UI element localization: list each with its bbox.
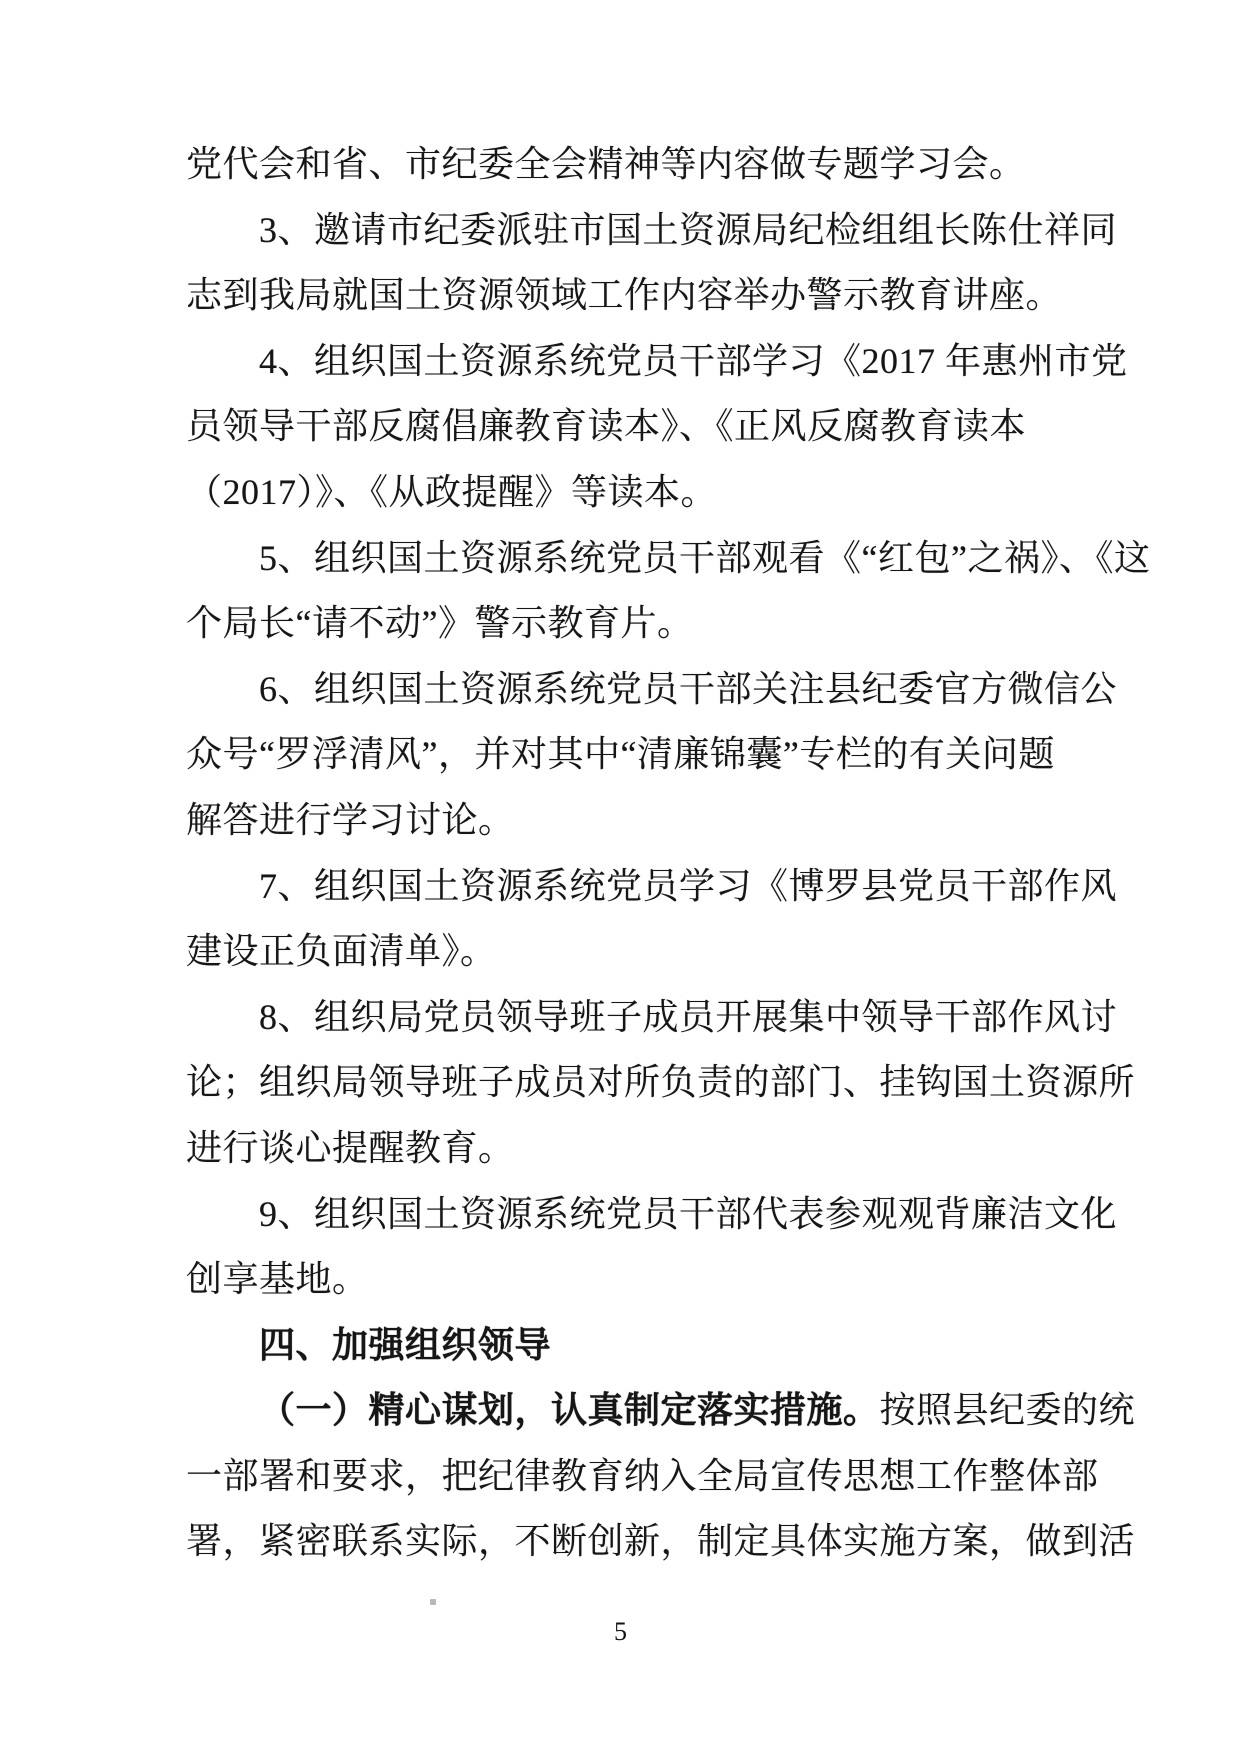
text-run: 党代会和省、市纪委全会精神等内容做专题学习会。 (186, 144, 1026, 184)
text-run: 6、组织国土资源系统党员干部关注县纪委官方微信公 (259, 668, 1118, 709)
text-line (186, 1050, 1136, 1116)
text-run: 众号“罗浮清风”，并对其中“清廉锦囊”专栏的有关问题 (186, 734, 1055, 775)
text-line (186, 1247, 1086, 1313)
text-line (186, 1313, 1086, 1379)
text-run: 9、组织国土资源系统党员干部代表参观观背廉洁文化 (259, 1193, 1118, 1234)
text-block (186, 132, 1151, 1575)
text-line (186, 198, 1118, 264)
text-line (186, 657, 1118, 723)
text-line (186, 329, 1128, 395)
text-line (186, 1509, 1136, 1575)
text-run: 3、邀请市纪委派驻市国土资源局纪检组组长陈仕祥同 (259, 209, 1118, 250)
text-run: 员领导干部反腐倡廉教育读本》、《正风反腐教育读本 (186, 406, 1027, 447)
text-line (186, 263, 1086, 329)
page-number: 5 (614, 1617, 627, 1646)
text-run: 建设正负面清单》。 (186, 931, 497, 972)
scan-speck (430, 1599, 436, 1605)
text-run: 志到我局就国土资源领域工作内容举办警示教育讲座。 (186, 275, 1063, 316)
text-run: 按照县纪委的统 (879, 1390, 1136, 1431)
text-line (186, 854, 1118, 920)
text-line (186, 788, 1086, 854)
text-line (186, 1444, 1099, 1510)
text-run: 7、组织国土资源系统党员学习《博罗县党员干部作风 (259, 865, 1118, 906)
text-line (186, 460, 1086, 526)
bold-text-run: 四、加强组织领导 (259, 1324, 552, 1365)
text-line (186, 1378, 1136, 1444)
text-line (186, 132, 1086, 198)
text-run: 5、组织国土资源系统党员干部观看《“红包”之祸》、《这 (259, 537, 1151, 578)
bold-text-run: （一）精心谋划，认真制定落实措施。 (259, 1390, 880, 1431)
text-line (186, 394, 1086, 460)
text-line (186, 526, 1151, 592)
text-run: 创享基地。 (186, 1259, 369, 1300)
text-run: 论；组织局领导班子成员对所负责的部门、挂钩国土资源所 (186, 1062, 1136, 1103)
text-run: 8、组织局党员领导班子成员开展集中领导干部作风讨 (259, 996, 1118, 1037)
text-line (186, 722, 1086, 788)
text-line (186, 591, 1086, 657)
text-run: 进行谈心提醒教育。 (186, 1127, 515, 1168)
text-run: 4、组织国土资源系统党员干部学习《2017 年惠州市党 (259, 340, 1128, 381)
text-run: （2017）》、《从政提醒》等读本。 (186, 471, 718, 512)
text-line (186, 1182, 1118, 1248)
text-run: 一部署和要求，把纪律教育纳入全局宣传思想工作整体部 (186, 1455, 1099, 1496)
text-line (186, 1116, 1086, 1182)
text-line (186, 985, 1118, 1051)
text-run: 署，紧密联系实际，不断创新，制定具体实施方案，做到活 (186, 1521, 1136, 1562)
text-run: 解答进行学习讨论。 (186, 799, 515, 840)
text-line (186, 919, 1086, 985)
text-run: 个局长“请不动”》警示教育片。 (186, 603, 694, 644)
